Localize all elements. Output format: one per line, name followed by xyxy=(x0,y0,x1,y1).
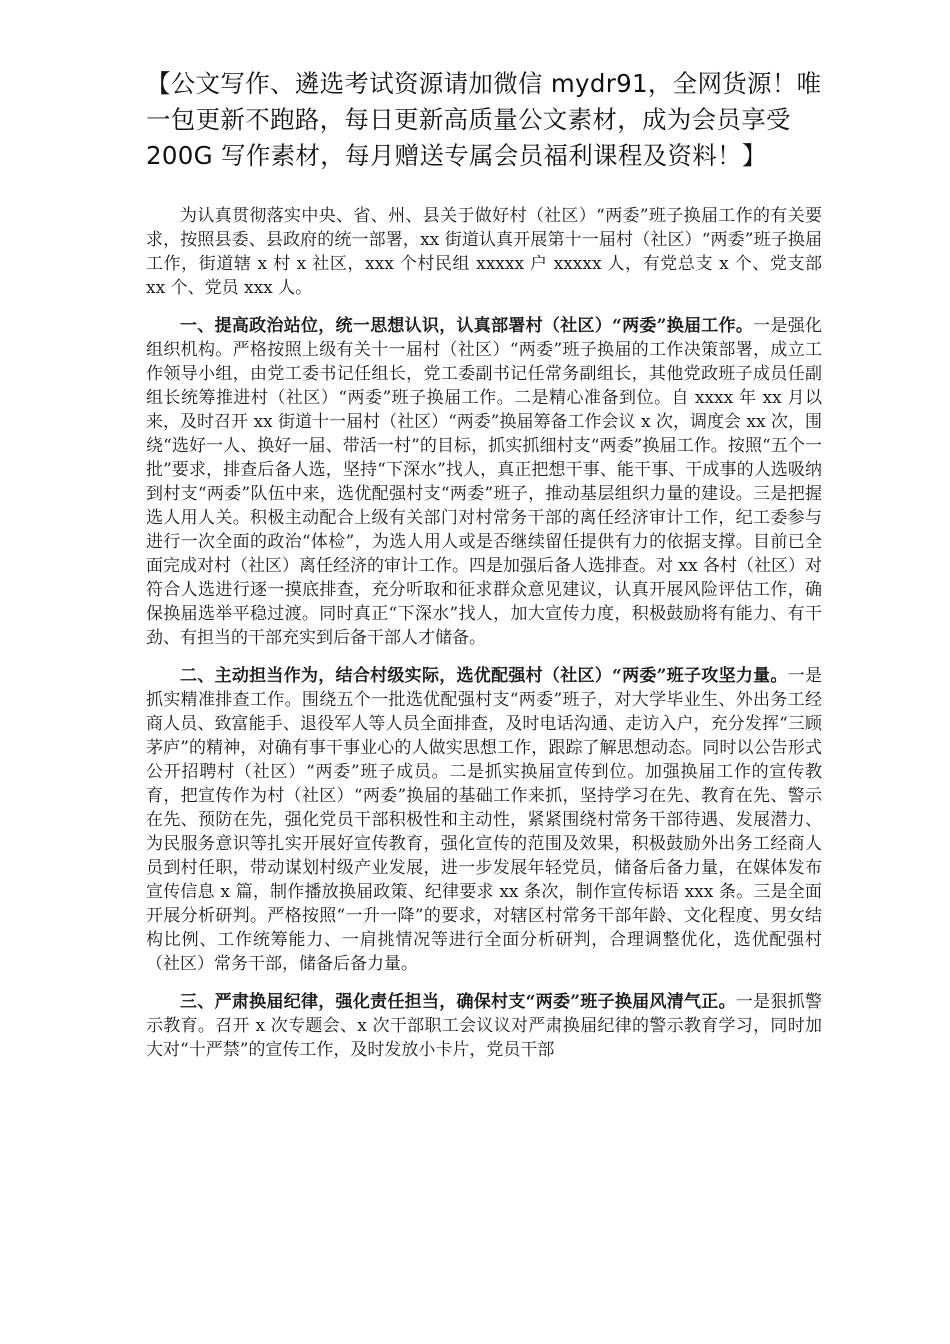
section-paragraph-3 xyxy=(146,990,822,1062)
section-heading-2: 二、主动担当作为，结合村级实际，选优配强村（社区）“两委”班子攻坚力量。 xyxy=(180,666,788,686)
section-body-1: 一是强化组织机构。严格按照上级有关十一届村（社区）“两委”班子换届的工作决策部署，成立工作领导小组，由党工委书记任组长，党工委副书记任常务副组长，其他党政班子成员任副组长统筹推进村（社区）“两委”班子换届工作。二是精心准备到位。自 xxxx 年 xx 月以来，及时召开 xx 街道十一届村（社区）“两委”换届筹备工作会议 x 次，调度会 xx 次，围绕“选好一人、换好一届、带活一村”的目标，抓实抓细村支“两委”换届工作。按照“五个一批”要求，排查后备人选，坚持“下深水”找人，真正把想干事、能干事、干成事的人选吸纳到村支“两委”队伍中来，选优配强村支“两委”班子，推动基层组织力量的建设。三是把握选人用人关。积极主动配合上级有关部门对村常务干部的离任经济审计工作，纪工委参与进行一次全面的政治“体检”，为选人用人或是否继续留任提供有力的依据支撑。目前已全面完成对村（社区）离任经济的审计工作。四是加强后备人选排查。对 xx 各村（社区）对符合人选进行逐一摸底排查，充分听取和征求群众意见建议，认真开展风险评估工作，确保换届选举平稳过渡。同时真正“下深水”找人，加大宣传力度，积极鼓励将有能力、有干劲、有担当的干部充实到后备干部人才储备。 xyxy=(146,316,823,648)
section-body-2: 一是抓实精准排查工作。围绕五个一批选优配强村支“两委”班子，对大学毕业生、外出务工经商人员、致富能手、退役军人等人员全面排查，及时电话沟通、走访入户，充分发挥“三顾茅庐”的精神，对确有事干事业心的人做实思想工作，跟踪了解思想动态。同时以公告形式公开招聘村（社区）“两委”班子成员。二是抓实换届宣传到位。加强换届工作的宣传教育，把宣传作为村（社区）“两委”换届的基础工作来抓，坚持学习在先、教育在先、警示在先、预防在先，强化党员干部积极性和主动性，紧紧围绕村常务干部待遇、发展潜力、为民服务意识等扎实开展好宣传教育，强化宣传的范围及效果，积极鼓励外出务工经商人员到村任职，带动谋划村级产业发展，进一步发展年轻党员，储备后备力量，在媒体发布宣传信息 x 篇，制作播放换届政策、纪律要求 xx 条次，制作宣传标语 xxx 条。三是全面开展分析研判。严格按照“一升一降”的要求，对辖区村常务干部年龄、文化程度、男女结构比例、工作统筹能力、一肩挑情况等进行全面分析研判，合理调整优化，选优配强村（社区）常务干部，储备后备力量。 xyxy=(146,666,823,974)
promo-banner: 【公文写作、遴选考试资源请加微信 mydr91，全网货源！唯一包更新不跑路，每日更新高质量公文素材，成为会员享受 200G 写作素材，每月赠送专属会员福利课程及资料！】 xyxy=(146,69,822,170)
intro-paragraph: 为认真贯彻落实中央、省、州、县关于做好村（社区）“两委”班子换届工作的有关要求，按照县委、县政府的统一部署，xx 街道认真开展第十一届村（社区）“两委”班子换届工作，街道辖 x 村 x 社区，xxx 个村民组 xxxxx 户 xxxxx 人，有党总支 x 个、党支部 xx 个、党员 xxx 人。 xyxy=(146,206,822,298)
section-body-3: 一是狠抓警示教育。召开 x 次专题会、x 次干部职工会议议对严肃换届纪律的警示教育学习，同时加大对“十严禁”的宣传工作，及时发放小卡片，党员干部 xyxy=(146,992,823,1060)
section-heading-1: 一、提高政治站位，统一思想认识，认真部署村（社区）“两委”换届工作。 xyxy=(180,316,754,336)
section-paragraph-2 xyxy=(146,664,822,976)
section-paragraph-1 xyxy=(146,314,822,650)
section-heading-3: 三、严肃换届纪律，强化责任担当，确保村支“两委”班子换届风清气正。 xyxy=(180,992,736,1012)
document-page xyxy=(146,66,822,1076)
